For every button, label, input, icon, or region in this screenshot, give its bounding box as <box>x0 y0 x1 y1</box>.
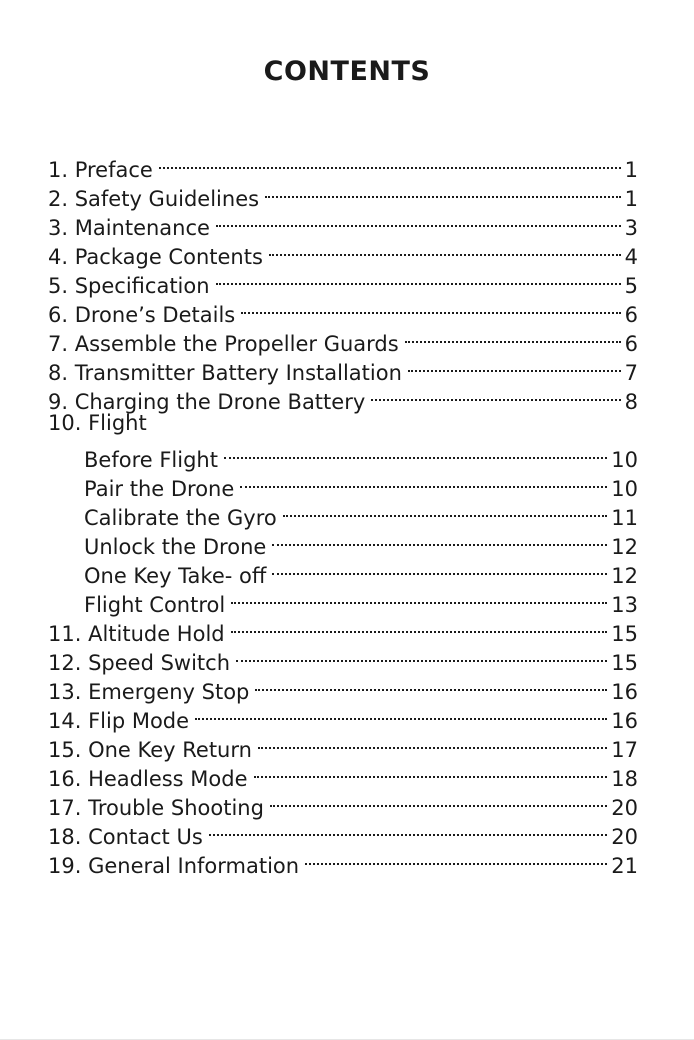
toc-entry-label: 10. Flight <box>48 411 147 435</box>
toc-entry-page: 1 <box>624 187 638 211</box>
toc-entry-page: 16 <box>611 680 638 704</box>
toc-entry-page: 12 <box>611 535 638 559</box>
toc-entry-label: 18. Contact Us <box>48 825 203 849</box>
dot-leader <box>305 844 607 873</box>
dot-leader <box>269 235 621 264</box>
toc-entry-page: 8 <box>624 390 638 414</box>
dot-leader <box>405 322 621 351</box>
dot-leader <box>283 496 608 525</box>
toc-entry-label: Before Flight <box>84 448 218 472</box>
toc-entry-label: 16. Headless Mode <box>48 767 248 791</box>
toc-entry-label: Pair the Drone <box>84 477 235 501</box>
toc-entry-page: 5 <box>624 274 638 298</box>
toc-entry-page: 1 <box>624 158 638 182</box>
toc-entry-label: 13. Emergeny Stop <box>48 680 250 704</box>
dot-leader <box>240 467 607 496</box>
toc-entry-label: 14. Flip Mode <box>48 709 190 733</box>
toc-entry-page: 6 <box>624 303 638 327</box>
toc-entry-label: 2. Safety Guidelines <box>48 187 260 211</box>
toc-entry-label: 11. Altitude Hold <box>48 622 225 646</box>
toc-entry-preface <box>48 148 638 182</box>
dot-leader <box>272 525 607 554</box>
toc-entry-label: One Key Take- off <box>84 564 267 588</box>
toc-entry-label: 9. Charging the Drone Battery <box>48 390 366 414</box>
toc-entry-page: 20 <box>611 796 638 820</box>
dot-leader <box>224 438 607 467</box>
dot-leader <box>241 293 620 322</box>
page-title: CONTENTS <box>263 56 431 87</box>
toc-entry-page: 11 <box>611 506 638 530</box>
toc-entry-label: 3. Maintenance <box>48 216 210 240</box>
toc-entry-page: 20 <box>611 825 638 849</box>
dot-leader <box>209 815 608 844</box>
toc-entry-page: 3 <box>624 216 638 240</box>
toc-entry-label: 17. Trouble Shooting <box>48 796 264 820</box>
toc-entry-page: 12 <box>611 564 638 588</box>
toc-entry-page: 10 <box>611 448 638 472</box>
dot-leader <box>258 728 607 757</box>
dot-leader <box>236 641 607 670</box>
toc-entry-label: 12. Speed Switch <box>48 651 231 675</box>
dot-leader <box>255 670 607 699</box>
dot-leader <box>231 583 607 612</box>
toc-entry-page: 15 <box>611 651 638 675</box>
dot-leader <box>408 351 621 380</box>
toc-entry-label: 19. General Information <box>48 854 300 878</box>
toc-entry-page: 18 <box>611 767 638 791</box>
dot-leader <box>272 554 607 583</box>
dot-leader <box>270 786 607 815</box>
toc-entry-page: 10 <box>611 477 638 501</box>
toc-entry-label: Flight Control <box>84 593 226 617</box>
table-of-contents <box>48 148 638 878</box>
toc-entry-page: 16 <box>611 709 638 733</box>
toc-entry-label: 7. Assemble the Propeller Guards <box>48 332 399 356</box>
toc-entry-page: 4 <box>624 245 638 269</box>
dot-leader <box>231 612 608 641</box>
toc-entry-label: 15. One Key Return <box>48 738 252 762</box>
toc-entry-label: Unlock the Drone <box>84 535 267 559</box>
toc-entry-page: 7 <box>624 361 638 385</box>
dot-leader <box>216 264 621 293</box>
toc-entry-page: 6 <box>624 332 638 356</box>
toc-entry-page: 17 <box>611 738 638 762</box>
toc-entry-page: 13 <box>611 593 638 617</box>
toc-entry-label: 5. Specification <box>48 274 210 298</box>
toc-entry-label: 4. Package Contents <box>48 245 263 269</box>
toc-subentry-before-flight <box>48 438 638 472</box>
toc-entry-label: 1. Preface <box>48 158 153 182</box>
toc-entry-label: Calibrate the Gyro <box>84 506 277 530</box>
dot-leader <box>265 177 621 206</box>
toc-entry-page: 15 <box>611 622 638 646</box>
toc-entry-page: 21 <box>611 854 638 878</box>
dot-leader <box>195 699 607 728</box>
dot-leader <box>254 757 608 786</box>
toc-entry-label: 6. Drone’s Details <box>48 303 236 327</box>
dot-leader <box>216 206 621 235</box>
dot-leader <box>159 148 621 177</box>
toc-entry-label: 8. Transmitter Battery Installation <box>48 361 402 385</box>
dot-leader <box>371 380 620 409</box>
